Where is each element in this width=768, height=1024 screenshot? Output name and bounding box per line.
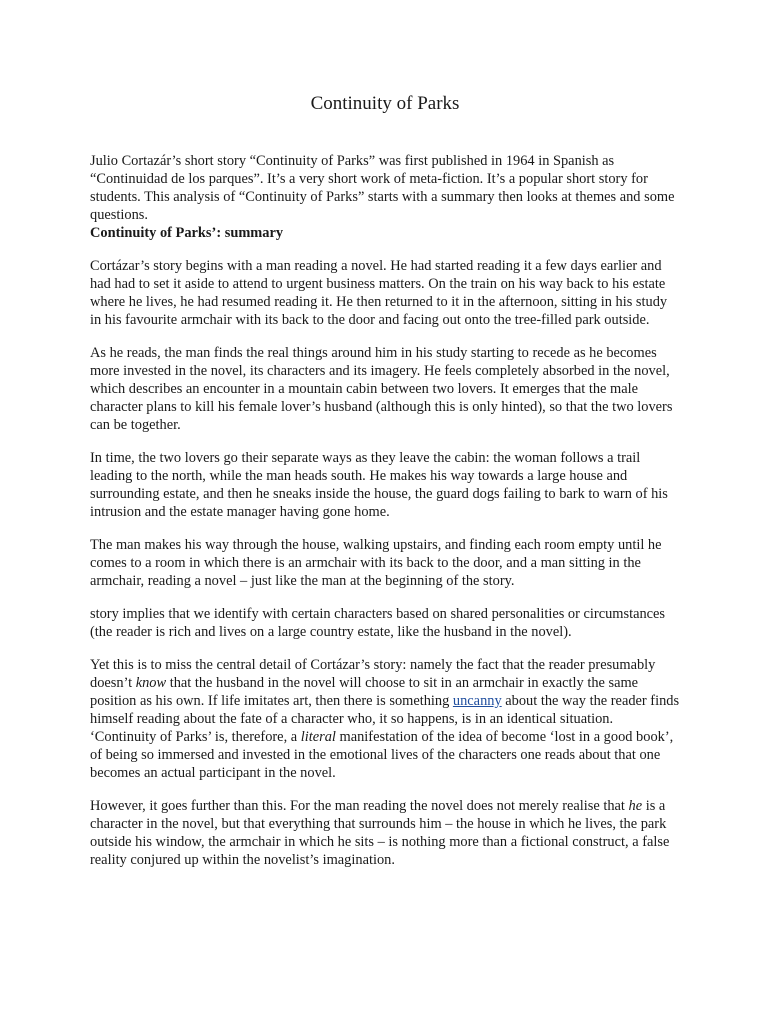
paragraph-7 [90, 797, 680, 869]
paragraph-6-part-a: Yet this is to miss the central detail of Cortázar’s story: namely the fact that the reader presumably doesn’t [90, 657, 656, 691]
summary-heading: Continuity of Parks’: summary [90, 225, 284, 241]
emphasis-know: know [135, 675, 167, 691]
paragraph-1: Cortázar’s story begins with a man reading a novel. He had started reading it a few days earlier and had had to set it aside to attend to urgent business matters. On the train on his way back to his estate where he lives, he had resumed reading it. He then returned to it in the afternoon, sitting in his study in his favourite armchair with its back to the door and facing out onto the tree-filled park outside. [90, 258, 668, 328]
emphasis-literal: literal [300, 729, 336, 745]
document-title: Continuity of Parks [310, 93, 460, 114]
paragraph-4: The man makes his way through the house, walking upstairs, and finding each room empty until he comes to a room in which there is an armchair with its back to the door, and a man sitting in the armchair, reading a novel – just like the man at the beginning of the story. [90, 537, 662, 589]
paragraph-7-part-a: However, it goes further than this. For the man reading the novel does not merely realise that [90, 798, 629, 814]
document-page [90, 92, 680, 884]
paragraph-6-part-c: about the way the reader finds himself reading about the fate of a character who, it so happens, is in an identical situation. ‘Continuity of Parks’ is, therefore, a [90, 693, 680, 745]
paragraph-6 [90, 656, 680, 782]
paragraph-5: story implies that we identify with certain characters based on shared personalities or circumstances (the reader is rich and lives on a large country estate, like the husband in the novel). [90, 606, 666, 640]
intro-paragraph: Julio Cortazár’s short story “Continuity of Parks” was first published in 1964 in Spanish as “Continuidad de los parques”. It’s a very short work of meta-fiction. It’s a popular short story for students. This analysis of “Continuity of Parks” starts with a summary then looks at themes and some questions. [90, 153, 675, 223]
emphasis-he: he [628, 798, 643, 814]
paragraph-7-part-b: is a character in the novel, but that everything that surrounds him – the house in which he lives, the park outside his window, the armchair in which he sits – is nothing more than a fictional construct, a false reality conjured up within the novelist’s imagination. [90, 798, 670, 868]
uncanny-link[interactable]: uncanny [452, 693, 502, 709]
paragraph-2: As he reads, the man finds the real things around him in his study starting to recede as he becomes more invested in the novel, its characters and its imagery. He feels completely absorbed in the novel, which describes an encounter in a mountain cabin between two lovers. It emerges that the male character plans to kill his female lover’s husband (although this is only hinted), so that the two lovers can be together. [90, 345, 673, 433]
paragraph-6-part-d: manifestation of the idea of become ‘lost in a good book’, of being so immersed and invested in the emotional lives of the characters one reads about that one becomes an actual participant in the novel. [90, 729, 674, 781]
paragraph-6-part-b: that the husband in the novel will choose to sit in an armchair in exactly the same position as his own. If life imitates art, then there is something [90, 675, 639, 709]
paragraph-3: In time, the two lovers go their separate ways as they leave the cabin: the woman follows a trail leading to the north, while the man heads south. He makes his way towards a large house and surrounding estate, and then he sneaks inside the house, the guard dogs failing to bark to warn of his intrusion and the estate manager having gone home. [90, 450, 668, 520]
